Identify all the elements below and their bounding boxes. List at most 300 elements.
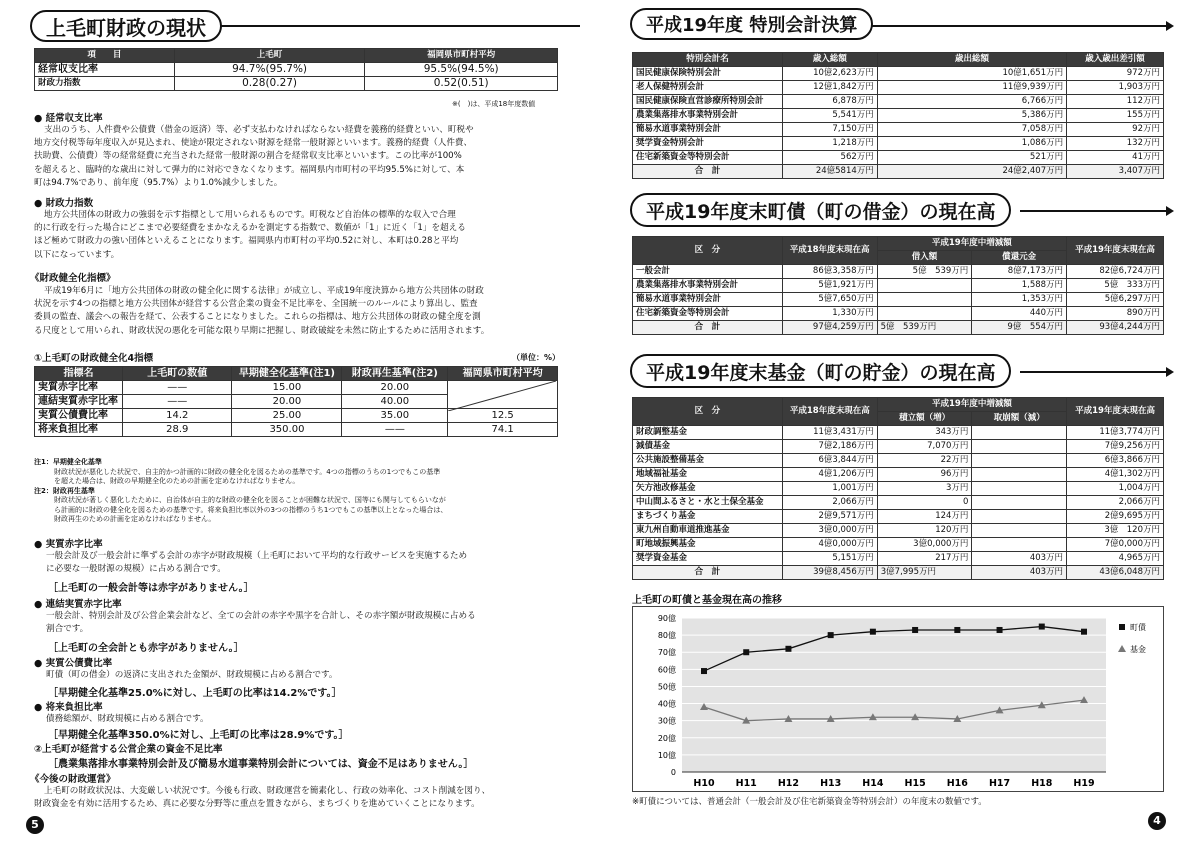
table-cell: 343万円 <box>877 426 972 440</box>
table-row <box>633 321 1164 335</box>
note-line: 財政状況が悪化した状況で、自主的かつ計画的に財政の健全化を図るための基準です。4つの指標のうちの1つでもこの基準 <box>54 467 441 476</box>
total-cell: 403万円 <box>972 566 1067 580</box>
data-point <box>954 627 960 633</box>
indicator-cell: 20.00 <box>232 395 342 409</box>
title-rule <box>1020 371 1166 373</box>
table-cell: 5億6,297万円 <box>1067 293 1164 307</box>
kenzen-heading: 《財政健全化指標》 <box>30 273 116 284</box>
shorai-heading: ● 将来負担比率 <box>34 702 103 713</box>
table-cell: 12億1,842万円 <box>782 81 877 95</box>
table-cell: 7,150万円 <box>782 123 877 137</box>
total-cell: 合 計 <box>633 165 783 179</box>
table-row <box>633 482 1164 496</box>
tokubetsu-header: 歳出総額 <box>877 53 1066 67</box>
table-cell <box>972 482 1067 496</box>
total-cell: 3,407万円 <box>1067 165 1164 179</box>
indicator-header: 財政再生基準(注2) <box>342 367 448 381</box>
right-page <box>600 0 1191 842</box>
table-row <box>633 137 1164 151</box>
summary-cell: 94.7%(95.7%) <box>174 63 365 77</box>
data-point <box>912 627 918 633</box>
y-tick-label: 50億 <box>657 682 676 692</box>
note-line: 財政状況が著しく悪化したために、自治体が自主的な財政の健全化を図ることが困難な状況で、国等にも関与してもらいなが <box>54 496 446 504</box>
table-cell: 82億6,724万円 <box>1067 265 1164 279</box>
shorai-text: 債務総額が、財政規模に占める割合です。 <box>46 714 209 724</box>
left-page <box>0 0 590 842</box>
table-cell: 7億9,256万円 <box>1067 440 1164 454</box>
indicator-cell: —— <box>122 395 232 409</box>
chosai-body <box>633 265 1164 321</box>
total-cell: 9億 554万円 <box>972 321 1067 335</box>
chosai-table <box>632 236 1164 335</box>
table-cell: 2,066万円 <box>782 496 877 510</box>
section-title: 上毛町財政の現状 <box>30 10 222 42</box>
table-row <box>633 566 1164 580</box>
x-tick-label: H16 <box>946 778 968 789</box>
table-cell: 22万円 <box>877 454 972 468</box>
text-line: 平成19年6月に「地方公共団体の財政の健全化に関する法律」が成立し、平成19年度決算から地方公共団体の財政 <box>44 286 484 296</box>
indicator-cell: 20.00 <box>342 381 448 395</box>
table-cell: 3万円 <box>877 482 972 496</box>
chosai-title: 平成19年度末町債（町の借金）の現在高 <box>630 193 1011 227</box>
table-cell: 120万円 <box>877 524 972 538</box>
table-cell: 1,218万円 <box>782 137 877 151</box>
x-tick-label: H15 <box>904 778 926 789</box>
table-row <box>633 552 1164 566</box>
indicator-cell: 14.2 <box>122 409 232 423</box>
table-row <box>633 440 1164 454</box>
y-tick-label: 90億 <box>657 614 676 623</box>
y-tick-label: 0 <box>670 768 676 777</box>
table-cell: 2億9,695万円 <box>1067 510 1164 524</box>
y-tick-label: 60億 <box>657 665 676 675</box>
summary-cell: 財政力指数 <box>35 77 175 91</box>
indicators-table <box>34 366 558 437</box>
table-cell: 5,386万円 <box>877 109 1066 123</box>
table-cell: 86億3,358万円 <box>782 265 877 279</box>
text-line: 財政資金を有効に活用するため、真に必要な分野等に重点を置きながら、まちづくりを進めていくことになります。 <box>34 799 480 810</box>
table-row <box>633 279 1164 293</box>
table-cell <box>972 468 1067 482</box>
summary-note: ※( )は、平成18年度数値 <box>452 100 536 108</box>
data-point <box>701 668 707 674</box>
kigyo-result: ［農業集落排水事業特別会計及び簡易水道事業特別会計については、資金不足はありません。］ <box>48 759 474 770</box>
table-cell: 国民健康保険直営診療所特別会計 <box>633 95 783 109</box>
table-cell: 155万円 <box>1067 109 1164 123</box>
zaisei-text <box>34 209 560 262</box>
text-line: 一般会計及び一般会計に準ずる会計の赤字が財政規模（上毛町において平均的な行政サービスを実施するため <box>46 551 468 561</box>
line-chart <box>632 606 1164 792</box>
text-line: 扶助費、公債費）等の経常経費に充当された経常一般財源の割合を経常収支比率といいます。この比率が100% <box>34 151 462 162</box>
indicator-cell: 40.00 <box>342 395 448 409</box>
indicator-cell: 15.00 <box>232 381 342 395</box>
table-cell: 簡易水道事業特別会計 <box>633 293 783 307</box>
text-line: 地方公共団体の財政力の強弱を示す指標として用いられるものです。町税など自治体の標準的な収入で合理 <box>44 210 456 220</box>
table-cell: 5,151万円 <box>782 552 877 566</box>
table-cell: 562万円 <box>782 151 877 165</box>
table-cell: 1,353万円 <box>972 293 1067 307</box>
table-cell: 1,903万円 <box>1067 81 1164 95</box>
table-cell <box>877 279 972 293</box>
summary-header: 項 目 <box>35 49 175 63</box>
table-row <box>633 426 1164 440</box>
arrow-icon <box>1166 206 1174 216</box>
indicator-cell: 実質公債費比率 <box>35 409 123 423</box>
indicator-cell: 将来負担比率 <box>35 423 123 437</box>
total-cell: 24億5814万円 <box>782 165 877 179</box>
table-row <box>633 293 1164 307</box>
table-cell: 3億 120万円 <box>1067 524 1164 538</box>
data-point <box>785 646 791 652</box>
table-cell: 2億9,571万円 <box>782 510 877 524</box>
table-cell: 地域福祉基金 <box>633 468 783 482</box>
table-cell: 10億1,651万円 <box>877 67 1066 81</box>
tokubetsu-header: 特別会計名 <box>633 53 783 67</box>
table-cell: 1,001万円 <box>782 482 877 496</box>
total-cell: 5億 539万円 <box>877 321 972 335</box>
tokubetsu-header: 歳入歳出差引額 <box>1067 53 1164 67</box>
table-cell: 簡易水道事業特別会計 <box>633 123 783 137</box>
total-cell: 43億6,048万円 <box>1067 566 1164 580</box>
table-cell: 7億0,000万円 <box>1067 538 1164 552</box>
table-cell: 7,070万円 <box>877 440 972 454</box>
title-rule <box>840 25 1166 27</box>
table-row <box>633 265 1164 279</box>
text-line: ほど極めて財政力の強い団体といえることになります。福岡県内市町村の平均0.52に対し、本町は0.28と平均 <box>34 236 459 247</box>
table-row <box>633 95 1164 109</box>
text-line: を超えると、臨時的な歳出に対して弾力的に対応できなくなります。福岡県内市町村の平均95.5%に対して、本 <box>34 164 465 175</box>
data-point <box>828 632 834 638</box>
summary-header: 福岡県市町村平均 <box>365 49 558 63</box>
table-row <box>633 510 1164 524</box>
table-cell: 11億3,431万円 <box>782 426 877 440</box>
summary-cell: 95.5%(94.5%) <box>365 63 558 77</box>
table-cell <box>972 538 1067 552</box>
text-line: 地方交付税等毎年度収入が見込まれ、使途が限定されない財源を経常一般財源といいます。義務的経費（人件費、 <box>34 138 473 149</box>
indicator-cell: —— <box>122 381 232 395</box>
chosai-header: 借入額 <box>877 251 972 265</box>
table-cell: 公共施設整備基金 <box>633 454 783 468</box>
note-line: 財政再生のための計画を定めなければなりません。 <box>54 515 216 523</box>
shorai-result: ［早期健全化基準350.0%に対し、上毛町の比率は28.9%です。］ <box>48 730 349 741</box>
table-cell: 奨学資金基金 <box>633 552 783 566</box>
title-rule <box>1020 210 1166 212</box>
table-row <box>633 123 1164 137</box>
y-tick-label: 40億 <box>657 699 676 709</box>
tokubetsu-header: 歳入総額 <box>782 53 877 67</box>
text-line: 支出のうち、人件費や公債費（借金の返済）等、必ず支払わなければならない経費を義務的経費といい、町税や <box>44 125 474 135</box>
x-tick-label: H10 <box>693 778 715 789</box>
zaisei-heading: ● 財政力指数 <box>34 198 94 209</box>
tokubetsu-table <box>632 52 1164 179</box>
table-row <box>633 81 1164 95</box>
table-cell: 6,766万円 <box>877 95 1066 109</box>
legend-marker <box>1119 624 1125 630</box>
kenzen-text <box>34 285 560 338</box>
kikin-header: 区 分 <box>633 398 783 426</box>
diagonal-line <box>448 381 556 411</box>
table-row <box>633 524 1164 538</box>
table-cell: 96万円 <box>877 468 972 482</box>
note-line: ら計画的に財政の健全化を図るための基準です。将来負担比率以外の3つの指標のうち1つでもこの基準以上となった場合は、 <box>54 505 448 514</box>
tokubetsu-title: 平成19年度 特別会計決算 <box>630 8 873 40</box>
page-number: 4 <box>1148 812 1166 830</box>
table-cell: 町地域振興基金 <box>633 538 783 552</box>
text-line: 割合です。 <box>46 624 89 635</box>
table-cell: 4億1,302万円 <box>1067 468 1164 482</box>
kikin-body <box>633 426 1164 566</box>
indicator-header: 上毛町の数値 <box>122 367 232 381</box>
renketsu-text <box>46 610 560 636</box>
tokubetsu-body <box>633 67 1164 165</box>
table-cell: まちづくり基金 <box>633 510 783 524</box>
plot-area <box>682 618 1106 772</box>
arrow-icon <box>1166 367 1174 377</box>
table-cell: 440万円 <box>972 307 1067 321</box>
table-cell: 124万円 <box>877 510 972 524</box>
table-cell: 1,004万円 <box>1067 482 1164 496</box>
table-cell: 4,965万円 <box>1067 552 1164 566</box>
table-cell: 奨学資金特別会計 <box>633 137 783 151</box>
indicator-cell-diagonal <box>448 381 558 409</box>
table-cell: 農業集落排水事業特別会計 <box>633 279 783 293</box>
chosai-header: 区 分 <box>633 237 783 265</box>
indicator-cell: 連結実質赤字比率 <box>35 395 123 409</box>
total-cell: 3億7,995万円 <box>877 566 972 580</box>
kikin-header: 平成18年度末現在高 <box>782 398 877 426</box>
arrow-icon <box>1166 21 1174 31</box>
table-cell: 8億7,173万円 <box>972 265 1067 279</box>
renketsu-result: ［上毛町の全会計とも赤字がありません。］ <box>48 643 244 654</box>
table-row <box>633 307 1164 321</box>
jisshitsu-heading: ● 実質赤字比率 <box>34 539 103 550</box>
x-tick-label: H12 <box>777 778 800 789</box>
table-row <box>35 63 558 77</box>
table-cell: 217万円 <box>877 552 972 566</box>
text-line: 一般会計、特別会計及び公営企業会計など、全ての会計の赤字や黒字を合計し、その赤字額が財政規模に占める <box>46 611 476 621</box>
table-row <box>633 454 1164 468</box>
indicator-notes <box>34 458 560 525</box>
table-cell: 890万円 <box>1067 307 1164 321</box>
table-cell: 6,878万円 <box>782 95 877 109</box>
note-line: 注1：早期健全化基準 <box>34 458 102 466</box>
jisshitsu-text <box>46 550 560 576</box>
data-point <box>870 629 876 635</box>
y-tick-label: 80億 <box>657 631 676 641</box>
indicators-unit: （単位：%） <box>512 353 561 362</box>
keijo-heading: ● 経常収支比率 <box>34 113 103 124</box>
table-cell: 7,058万円 <box>877 123 1066 137</box>
kongo-heading: 《今後の財政運営》 <box>30 774 116 785</box>
page-number: 5 <box>26 816 44 834</box>
table-row <box>633 67 1164 81</box>
table-cell <box>877 293 972 307</box>
table-cell: 10億2,623万円 <box>782 67 877 81</box>
table-cell: 132万円 <box>1067 137 1164 151</box>
table-row <box>35 423 558 437</box>
indicators-title: ①上毛町の財政健全化4指標 <box>34 353 154 364</box>
table-cell: 972万円 <box>1067 67 1164 81</box>
indicator-cell: —— <box>342 423 448 437</box>
kongo-text <box>34 785 560 811</box>
table-cell: 5億 333万円 <box>1067 279 1164 293</box>
chosai-header: 平成18年度末現在高 <box>782 237 877 265</box>
table-cell <box>972 426 1067 440</box>
table-cell: 6億3,866万円 <box>1067 454 1164 468</box>
table-cell: 1,086万円 <box>877 137 1066 151</box>
text-line: に必要な一般財源の規模）に占める割合です。 <box>46 564 226 575</box>
text-line: 的に行政を行った場合にどこまで必要経費をまかなえるかを測定する指数で、数値が「1」に近く「1」を超える <box>34 223 466 234</box>
renketsu-heading: ● 連結実質赤字比率 <box>34 599 122 610</box>
x-tick-label: H14 <box>862 778 884 789</box>
kousaihi-result: ［早期健全化基準25.0%に対し、上毛町の比率は14.2%です。］ <box>48 688 342 699</box>
x-tick-label: H13 <box>820 778 842 789</box>
kikin-header: 取崩額（減） <box>972 412 1067 426</box>
table-cell: 11億9,939万円 <box>877 81 1066 95</box>
summary-cell: 経常収支比率 <box>35 63 175 77</box>
table-row <box>633 496 1164 510</box>
x-tick-label: H19 <box>1073 778 1095 789</box>
table-cell <box>877 307 972 321</box>
x-tick-label: H11 <box>735 778 757 789</box>
y-tick-label: 20億 <box>657 733 676 743</box>
indicator-cell: 350.00 <box>232 423 342 437</box>
summary-table <box>34 48 558 91</box>
chosai-header: 平成19年度末現在高 <box>1067 237 1164 265</box>
table-cell: 財政調整基金 <box>633 426 783 440</box>
summary-header: 上毛町 <box>174 49 365 63</box>
chart-note: ※町債については、普通会計（一般会計及び住宅新築資金等特別会計）の年度末の数値です。 <box>632 797 987 807</box>
kousaihi-text: 町債（町の借金）の返済に支出された金額が、財政規模に占める割合です。 <box>46 670 338 680</box>
text-line: 委員の監査、議会への報告を経て、公表することになりました。これらの指標は、地方公共団体の財政の健全度を測 <box>34 312 481 323</box>
table-cell <box>972 454 1067 468</box>
table-cell: 92万円 <box>1067 123 1164 137</box>
table-cell <box>972 510 1067 524</box>
table-cell: 112万円 <box>1067 95 1164 109</box>
table-cell: 住宅新築資金等特別会計 <box>633 151 783 165</box>
indicator-header: 福岡県市町村平均 <box>448 367 558 381</box>
total-cell: 39億8,456万円 <box>782 566 877 580</box>
note-line: 注2：財政再生基準 <box>34 486 95 495</box>
table-cell: 国民健康保険特別会計 <box>633 67 783 81</box>
indicator-cell: 28.9 <box>122 423 232 437</box>
table-cell: 農業集落排水事業特別会計 <box>633 109 783 123</box>
summary-cell: 0.28(0.27) <box>174 77 365 91</box>
y-tick-label: 30億 <box>657 716 676 726</box>
table-cell: 5億 539万円 <box>877 265 972 279</box>
table-cell: 一般会計 <box>633 265 783 279</box>
note-line: を超えた場合は、財政の早期健全化のための計画を定めなければなりません。 <box>54 477 300 485</box>
table-cell: 0 <box>877 496 972 510</box>
jisshitsu-result: ［上毛町の一般会計等は赤字がありません。］ <box>48 583 254 594</box>
total-cell: 合 計 <box>633 321 783 335</box>
kikin-title: 平成19年度末基金（町の貯金）の現在高 <box>630 354 1011 388</box>
data-point <box>1039 624 1045 630</box>
table-row <box>633 165 1164 179</box>
indicator-cell: 12.5 <box>448 409 558 423</box>
table-cell: 5億7,650万円 <box>782 293 877 307</box>
text-line: 以下になっています。 <box>34 249 120 260</box>
kigyo-heading: ②上毛町が経営する公営企業の資金不足比率 <box>34 744 223 755</box>
data-point <box>1081 629 1087 635</box>
text-line: 状況を示す4つの指標と地方公共団体が経営する公営企業の資金不足比率を、全国統一のルールにより算出し、監査 <box>34 299 478 310</box>
total-cell: 合 計 <box>633 566 783 580</box>
kousaihi-heading: ● 実質公債費比率 <box>34 658 113 669</box>
summary-cell: 0.52(0.51) <box>365 77 558 91</box>
table-cell: 7億2,186万円 <box>782 440 877 454</box>
x-tick-label: H17 <box>988 778 1011 789</box>
legend-label: 基金 <box>1130 645 1146 654</box>
indicator-header: 指標名 <box>35 367 123 381</box>
indicator-header: 早期健全化基準(注1) <box>232 367 342 381</box>
text-line: 上毛町の財政状況は、大変厳しい状況です。今後も行政、財政運営を簡素化し、行政の効率化、コスト削減を図り、 <box>44 786 491 796</box>
table-cell: 1,330万円 <box>782 307 877 321</box>
table-cell: 3億0,000万円 <box>877 538 972 552</box>
table-cell: 41万円 <box>1067 151 1164 165</box>
indicator-cell: 35.00 <box>342 409 448 423</box>
indicator-cell: 25.00 <box>232 409 342 423</box>
kikin-header: 積立額（増） <box>877 412 972 426</box>
table-row <box>633 109 1164 123</box>
legend-label: 町債 <box>1130 623 1146 632</box>
indicator-cell: 74.1 <box>448 423 558 437</box>
table-cell: 中山間ふるさと・水と土保全基金 <box>633 496 783 510</box>
total-cell: 24億2,407万円 <box>877 165 1066 179</box>
table-cell: 4億0,000万円 <box>782 538 877 552</box>
text-line: 町は94.7%であり、前年度（95.7%）より1.0%減少しました。 <box>34 177 283 188</box>
total-cell: 93億4,244万円 <box>1067 321 1164 335</box>
table-cell: 6億3,844万円 <box>782 454 877 468</box>
table-cell <box>972 524 1067 538</box>
kikin-table <box>632 397 1164 580</box>
table-cell: 東九州自動車道推進基金 <box>633 524 783 538</box>
data-point <box>997 627 1003 633</box>
table-cell: 403万円 <box>972 552 1067 566</box>
table-row <box>633 538 1164 552</box>
kikin-header: 平成19年度中増減額 <box>877 398 1066 412</box>
table-cell: 矢方池改修基金 <box>633 482 783 496</box>
table-cell: 5,541万円 <box>782 109 877 123</box>
table-cell: 11億3,774万円 <box>1067 426 1164 440</box>
table-cell: 4億1,206万円 <box>782 468 877 482</box>
kikin-header: 平成19年度末現在高 <box>1067 398 1164 426</box>
table-row <box>35 77 558 91</box>
table-row <box>633 151 1164 165</box>
table-cell <box>972 496 1067 510</box>
table-cell: 住宅新築資金等特別会計 <box>633 307 783 321</box>
y-tick-label: 10億 <box>657 750 676 760</box>
y-tick-label: 70億 <box>657 648 676 658</box>
total-cell: 97億4,259万円 <box>782 321 877 335</box>
table-cell: 老人保健特別会計 <box>633 81 783 95</box>
table-row <box>35 381 558 395</box>
table-cell: 1,588万円 <box>972 279 1067 293</box>
text-line: る尺度として用いられ、財政状況の悪化を可能な限り早期に把握し、財政破綻を未然に防止するために活用されます。 <box>34 325 490 336</box>
chart-heading: 上毛町の町債と基金現在高の推移 <box>632 595 782 606</box>
table-cell: 2,066万円 <box>1067 496 1164 510</box>
table-cell: 5億1,921万円 <box>782 279 877 293</box>
x-tick-label: H18 <box>1031 778 1053 789</box>
chosai-header: 償還元金 <box>972 251 1067 265</box>
chosai-header: 平成19年度中増減額 <box>877 237 1066 251</box>
data-point <box>743 649 749 655</box>
keijo-text <box>34 124 560 190</box>
table-cell: 521万円 <box>877 151 1066 165</box>
table-row <box>633 468 1164 482</box>
indicator-cell: 実質赤字比率 <box>35 381 123 395</box>
table-cell <box>972 440 1067 454</box>
table-cell: 3億0,000万円 <box>782 524 877 538</box>
